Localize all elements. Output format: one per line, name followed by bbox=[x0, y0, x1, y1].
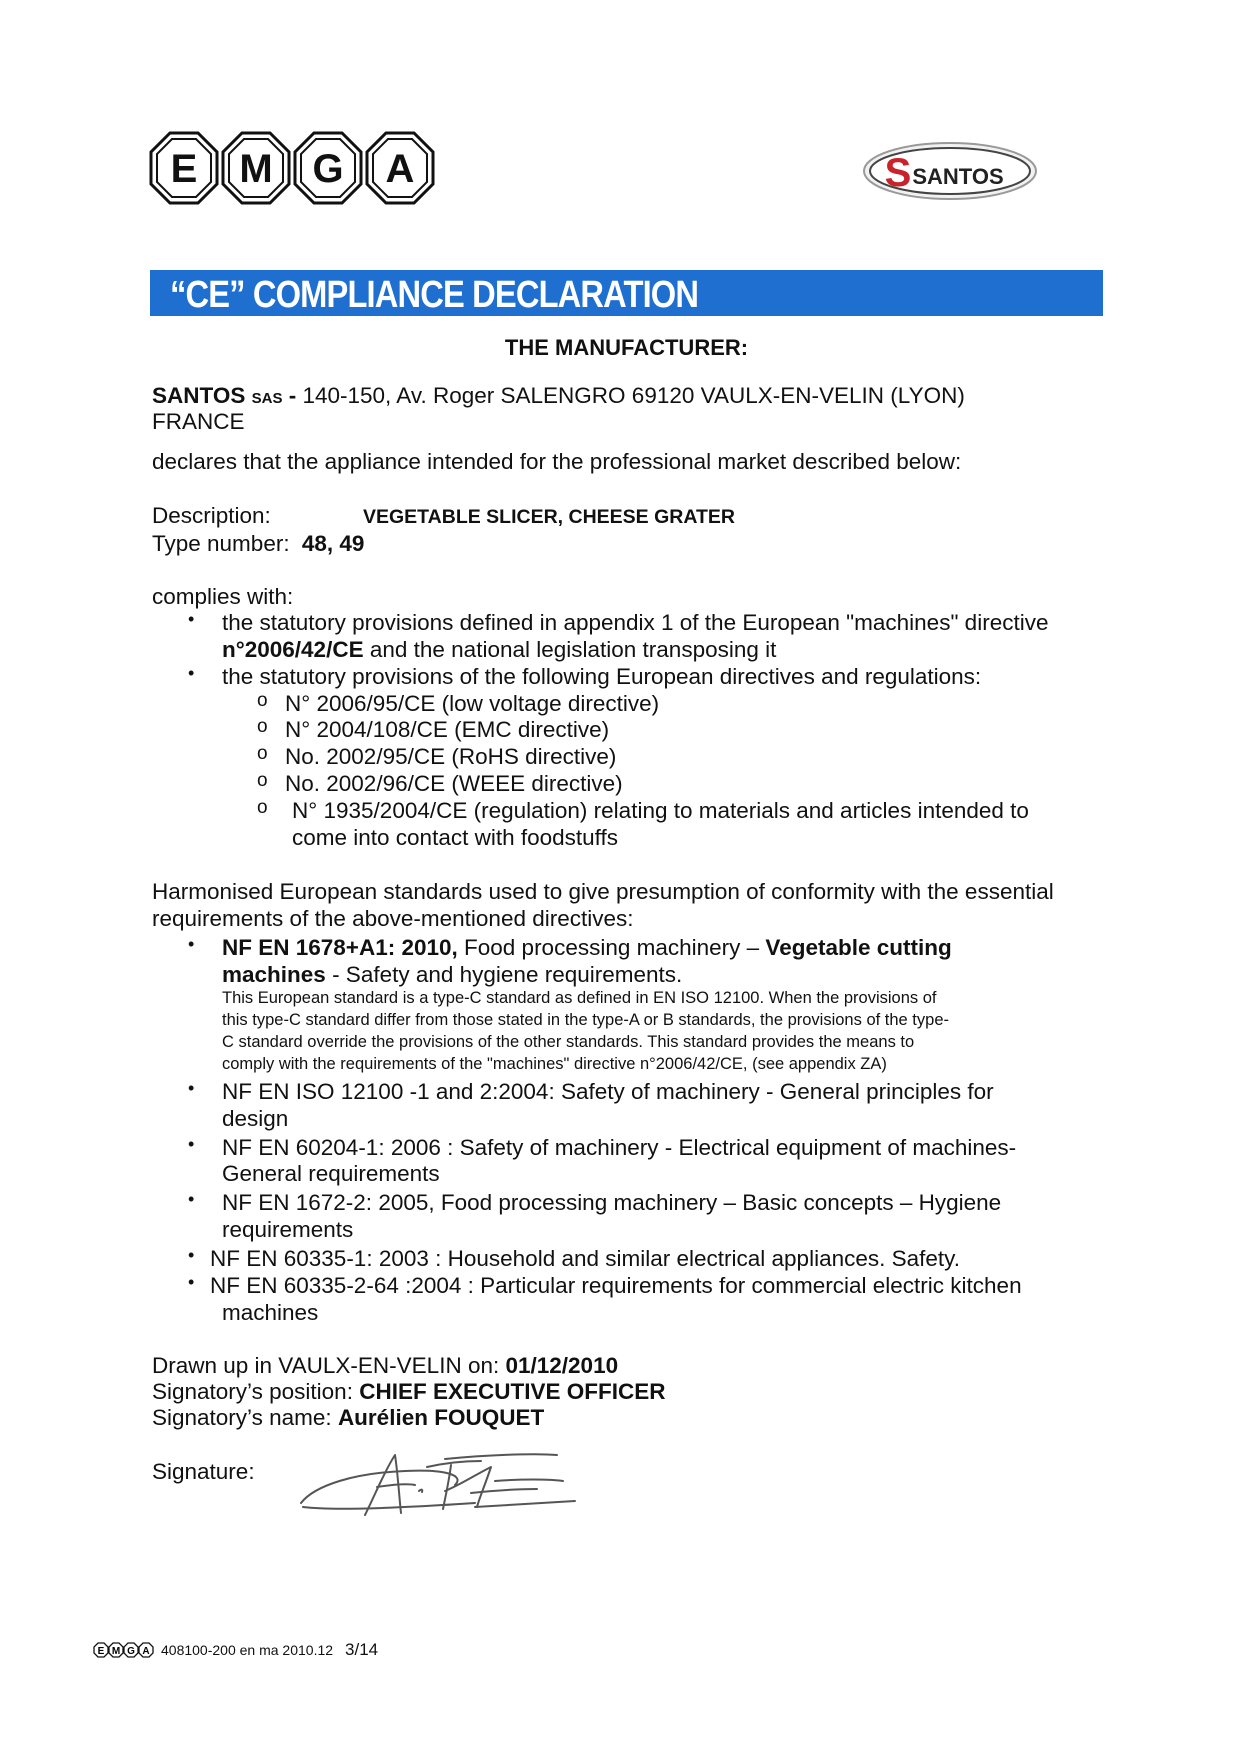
standard-2-line-2: design bbox=[222, 1106, 289, 1131]
bullet-icon: • bbox=[188, 934, 195, 954]
signatory-position-value: CHIEF EXECUTIVE OFFICER bbox=[359, 1379, 666, 1404]
bullet-icon: • bbox=[188, 1189, 195, 1209]
type-number-value: 48, 49 bbox=[301, 531, 365, 556]
svg-text:G: G bbox=[312, 147, 344, 191]
bullet-icon: • bbox=[188, 663, 195, 683]
directive-item: N° 2006/95/CE (low voltage directive) bbox=[285, 691, 660, 716]
standard-5: NF EN 60335-1: 2003 : Household and similar electrical appliances. Safety. bbox=[210, 1246, 960, 1271]
machines-directive-ref: n°2006/42/CE bbox=[222, 637, 364, 662]
svg-text:A: A bbox=[385, 147, 415, 191]
svg-text:S: S bbox=[884, 151, 912, 195]
standard-1-title-rest: - Safety and hygiene requirements. bbox=[325, 962, 683, 987]
svg-text:SANTOS: SANTOS bbox=[912, 164, 1004, 189]
directive-item: No. 2002/95/CE (RoHS directive) bbox=[285, 744, 617, 769]
circle-bullet-icon: o bbox=[257, 797, 268, 818]
directive-item: N° 1935/2004/CE (regulation) relating to materials and articles intended to bbox=[292, 798, 1029, 823]
manufacturer-heading: THE MANUFACTURER: bbox=[504, 335, 749, 360]
bullet-icon: • bbox=[188, 1245, 195, 1265]
svg-text:M: M bbox=[111, 1646, 121, 1657]
standard-1-note-line: C standard override the provisions of the other standards. This standard provides the means to bbox=[222, 1033, 915, 1051]
signatory-position-label: Signatory’s position: bbox=[152, 1379, 360, 1404]
signatory-name-line bbox=[152, 1404, 544, 1431]
standard-1-subject: Vegetable cutting bbox=[765, 935, 952, 960]
directive-item: N° 2004/108/CE (EMC directive) bbox=[285, 717, 610, 742]
drawn-up-line bbox=[152, 1352, 618, 1379]
page-title: “CE” COMPLIANCE DECLARATION bbox=[170, 274, 699, 316]
standard-1-note-line: This European standard is a type-C standard as defined in EN ISO 12100. When the provisions of bbox=[222, 989, 937, 1007]
svg-text:A: A bbox=[142, 1646, 150, 1657]
signatory-name-value: Aurélien FOUQUET bbox=[337, 1405, 545, 1430]
standard-3-line-1: NF EN 60204-1: 2006 : Safety of machinery - Electrical equipment of machines- bbox=[222, 1135, 1017, 1160]
type-number-label: Type number: bbox=[152, 531, 290, 556]
emga-logo bbox=[148, 130, 438, 206]
standard-4-line-2: requirements bbox=[222, 1217, 354, 1242]
directive-item: No. 2002/96/CE (WEEE directive) bbox=[285, 771, 623, 796]
standard-2-line-1: NF EN ISO 12100 -1 and 2:2004: Safety of machinery - General principles for bbox=[222, 1079, 994, 1104]
description-value: VEGETABLE SLICER, CHEESE GRATER bbox=[363, 506, 735, 528]
svg-text:E: E bbox=[97, 1646, 105, 1657]
description-label: Description: bbox=[152, 503, 271, 528]
emga-letter-m bbox=[223, 133, 289, 203]
circle-bullet-icon: o bbox=[257, 716, 268, 737]
type-number-line bbox=[152, 530, 364, 557]
complies-bullet-1-line-2 bbox=[222, 636, 776, 663]
circle-bullet-icon: o bbox=[257, 743, 268, 764]
svg-text:E: E bbox=[170, 147, 198, 191]
complies-intro: complies with: bbox=[152, 584, 294, 609]
santos-logo bbox=[860, 135, 1040, 205]
standard-1-subject-cont: machines bbox=[222, 962, 326, 987]
standard-1-line-1 bbox=[222, 934, 952, 961]
manufacturer-legal-form: SAS bbox=[251, 390, 283, 407]
signature-label: Signature: bbox=[152, 1459, 255, 1484]
standard-1-line-2 bbox=[222, 961, 682, 988]
manufacturer-address-line bbox=[152, 382, 965, 412]
emga-letter-g bbox=[295, 133, 361, 203]
emga-letter-e bbox=[151, 133, 217, 203]
footer-page-number: 3/14 bbox=[345, 1640, 379, 1659]
manufacturer-separator: - bbox=[282, 383, 303, 408]
emga-letter-a bbox=[367, 133, 433, 203]
page-footer bbox=[93, 1640, 378, 1660]
standard-1-note-line: this type-C standard differ from those stated in the type-A or B standards, the provisions of the type- bbox=[222, 1011, 949, 1029]
standard-1-text: Food processing machinery – bbox=[457, 935, 766, 960]
declares-text: declares that the appliance intended for the professional market described below: bbox=[152, 449, 962, 474]
standard-6-line-2: machines bbox=[222, 1300, 319, 1325]
emga-mini-logo bbox=[93, 1642, 155, 1658]
manufacturer-country: FRANCE bbox=[152, 409, 245, 434]
complies-bullet-1-rest: and the national legislation transposing it bbox=[363, 637, 777, 662]
complies-bullet-1-line-1: the statutory provisions defined in appendix 1 of the European "machines" directive bbox=[222, 610, 1049, 635]
standard-4-line-1: NF EN 1672-2: 2005, Food processing machinery – Basic concepts – Hygiene bbox=[222, 1190, 1002, 1215]
bullet-icon: • bbox=[188, 1134, 195, 1154]
circle-bullet-icon: o bbox=[257, 690, 268, 711]
bullet-icon: • bbox=[188, 1078, 195, 1098]
manufacturer-name: SANTOS bbox=[152, 383, 246, 408]
standard-3-line-2: General requirements bbox=[222, 1161, 440, 1186]
standards-intro-line-1: Harmonised European standards used to give presumption of conformity with the essential bbox=[152, 879, 1054, 904]
drawn-up-date: 01/12/2010 bbox=[505, 1353, 619, 1378]
drawn-up-label: Drawn up in VAULX-EN-VELIN on: bbox=[152, 1353, 506, 1378]
standard-1-code: NF EN 1678+A1: 2010, bbox=[222, 935, 458, 960]
circle-bullet-icon: o bbox=[257, 770, 268, 791]
svg-text:M: M bbox=[239, 147, 273, 191]
footer-doc-ref: 408100-200 en ma 2010.12 bbox=[161, 1642, 334, 1658]
standard-6-line-1: NF EN 60335-2-64 :2004 : Particular requirements for commercial electric kitchen bbox=[210, 1273, 1022, 1298]
signatory-position-line bbox=[152, 1378, 665, 1405]
bullet-icon: • bbox=[188, 1272, 195, 1292]
directive-item-continued: come into contact with foodstuffs bbox=[292, 825, 619, 850]
svg-text:G: G bbox=[127, 1646, 135, 1657]
title-banner bbox=[150, 270, 1103, 316]
manufacturer-address: 140-150, Av. Roger SALENGRO 69120 VAULX-EN-VELIN (LYON) bbox=[302, 383, 965, 408]
standard-1-note-line: comply with the requirements of the "machines" directive n°2006/42/CE, (see appendix ZA) bbox=[222, 1055, 887, 1073]
complies-bullet-2: the statutory provisions of the following European directives and regulations: bbox=[222, 664, 982, 689]
bullet-icon: • bbox=[188, 609, 195, 629]
signatory-name-label: Signatory’s name: bbox=[152, 1405, 338, 1430]
standards-intro-line-2: requirements of the above-mentioned directives: bbox=[152, 906, 634, 931]
handwritten-signature bbox=[295, 1445, 605, 1525]
